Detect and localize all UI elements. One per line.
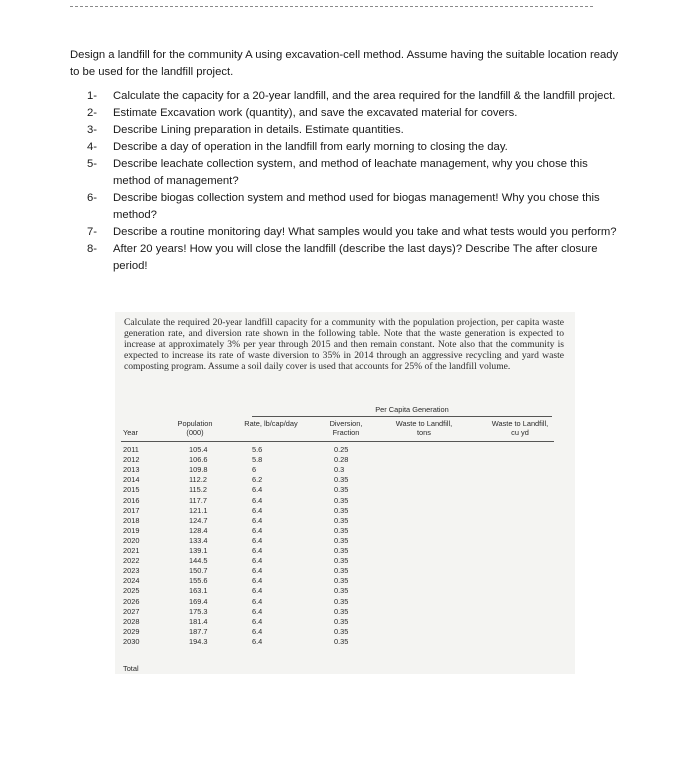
rate-cell: 6.4 <box>252 636 263 646</box>
diversion-cell: 0.35 <box>334 566 349 576</box>
header-waste-tons: Waste to Landfill, tons <box>395 419 453 437</box>
year-cell: 2013 <box>123 465 140 475</box>
assignment-intro: Design a landfill for the community A using excavation-cell method. Assume having the suitable location ready to be used for the landfill project. <box>70 49 619 78</box>
year-cell: 2017 <box>123 505 140 515</box>
rate-cell: 5.8 <box>252 455 263 465</box>
population-cell: 155.6 <box>189 576 208 586</box>
population-cell: 144.5 <box>189 556 208 566</box>
diversion-cell: 0.35 <box>334 596 349 606</box>
diversion-cell: 0.35 <box>334 606 349 616</box>
rate-cell: 6.4 <box>252 596 263 606</box>
year-cell: 2023 <box>123 566 140 576</box>
year-cell: 2025 <box>123 586 140 596</box>
task-number: 3- <box>87 124 98 136</box>
diversion-cell: 0.35 <box>334 626 349 636</box>
diversion-cell: 0.25 <box>334 445 349 454</box>
year-cell: 2019 <box>123 525 140 535</box>
population-cell: 117.7 <box>189 495 207 505</box>
task-text: Describe leachate collection system, and method of leachate management, why you chose this method of management? <box>113 158 588 187</box>
year-cell: 2026 <box>123 596 140 606</box>
rate-cell: 6.4 <box>252 515 263 525</box>
population-cell: 150.7 <box>189 566 208 576</box>
year-cell: 2021 <box>123 546 140 555</box>
population-cell: 163.1 <box>189 586 208 596</box>
year-cell: 2030 <box>123 636 140 646</box>
diversion-cell: 0.35 <box>334 556 349 566</box>
diversion-cell: 0.35 <box>334 636 349 646</box>
task-text: Describe a day of operation in the landfill from early morning to closing the day. <box>113 141 508 153</box>
year-cell: 2014 <box>123 475 140 485</box>
population-cell: 115.2 <box>189 485 207 495</box>
year-cell: 2016 <box>123 495 140 505</box>
diversion-cell: 0.35 <box>334 515 349 525</box>
header-year: Year <box>123 428 138 437</box>
year-cell: 2024 <box>123 576 140 586</box>
diversion-cell: 0.35 <box>334 475 349 485</box>
landfill-data-table <box>115 0 575 766</box>
rate-cell: 6.4 <box>252 616 263 626</box>
rate-cell: 6.4 <box>252 586 263 596</box>
diversion-cell: 0.35 <box>334 546 349 555</box>
rate-cell: 6.4 <box>252 556 263 566</box>
year-cell: 2020 <box>123 535 140 545</box>
year-cell: 2028 <box>123 616 140 626</box>
population-cell: 139.1 <box>189 546 208 555</box>
task-number: 8- <box>87 243 98 255</box>
rate-cell: 6.4 <box>252 495 263 505</box>
task-text: Estimate Excavation work (quantity), and save the excavated material for covers. <box>113 107 518 119</box>
population-cell: 194.3 <box>189 636 208 646</box>
rate-cell: 6.4 <box>252 576 263 586</box>
rate-cell: 6.4 <box>252 546 263 555</box>
year-cell: 2027 <box>123 606 140 616</box>
population-cell: 169.4 <box>189 596 208 606</box>
year-cell: 2018 <box>123 515 140 525</box>
diversion-cell: 0.35 <box>334 525 349 535</box>
task-text: After 20 years! How you will close the landfill (describe the last days)? Describe The after closure period! <box>113 243 598 272</box>
rate-cell: 6.4 <box>252 525 263 535</box>
population-cell: 124.7 <box>189 515 208 525</box>
problem-statement: Calculate the required 20-year landfill capacity for a community with the population projection, per capita waste generation rate, and diversion rate shown in the following table. Note that the waste generation is expected to increase at approximately 3% per year through 2015 and then remain constant. Note also that the community is expected to increase its rate of waste diversion to 35% in 2014 through an aggressive recycling and yard waste composting program. Assume a soil daily cover is used that accounts for 25% of the landfill volume. <box>124 317 564 373</box>
population-cell: 128.4 <box>189 525 208 535</box>
rate-cell: 6.4 <box>252 606 263 616</box>
year-cell: 2011 <box>123 445 139 454</box>
rate-cell: 6 <box>252 465 257 475</box>
task-text: Describe biogas collection system and method used for biogas management! Why you chose this method? <box>113 192 600 221</box>
diversion-cell: 0.35 <box>334 485 349 495</box>
diversion-cell: 0.35 <box>334 586 349 596</box>
task-text: Describe Lining preparation in details. Estimate quantities. <box>113 124 404 136</box>
diversion-cell: 0.35 <box>334 576 349 586</box>
header-waste-cuyd: Waste to Landfill, cu yd <box>491 419 549 437</box>
population-cell: 187.7 <box>189 626 208 636</box>
rate-cell: 6.4 <box>252 535 263 545</box>
population-cell: 105.4 <box>189 445 208 454</box>
population-cell: 181.4 <box>189 616 208 626</box>
task-number: 4- <box>87 141 98 153</box>
header-rule <box>121 441 554 442</box>
rate-cell: 6.4 <box>252 485 263 495</box>
task-number: 2- <box>87 107 98 119</box>
year-cell: 2022 <box>123 556 140 566</box>
group-header-per-capita: Per Capita Generation <box>375 405 449 414</box>
header-population: Population (000) <box>177 419 213 437</box>
year-cell: 2029 <box>123 626 140 636</box>
diversion-cell: 0.35 <box>334 616 349 626</box>
header-rate: Rate, lb/cap/day <box>244 419 298 428</box>
population-cell: 121.1 <box>189 505 208 515</box>
rate-cell: 6.4 <box>252 626 263 636</box>
task-text: Describe a routine monitoring day! What samples would you take and what tests would you perform? <box>113 226 617 238</box>
rate-cell: 6.4 <box>252 505 263 515</box>
population-cell: 112.2 <box>189 475 207 485</box>
diversion-cell: 0.3 <box>334 465 345 475</box>
rate-cell: 6.2 <box>252 475 263 485</box>
population-cell: 133.4 <box>189 535 208 545</box>
population-cell: 175.3 <box>189 606 208 616</box>
population-cell: 109.8 <box>189 465 208 475</box>
rate-cell: 6.4 <box>252 566 263 576</box>
population-cell: 106.6 <box>189 455 208 465</box>
task-number: 7- <box>87 226 98 238</box>
task-number: 6- <box>87 192 98 204</box>
year-cell: 2012 <box>123 455 140 465</box>
task-text: Calculate the capacity for a 20-year landfill, and the area required for the landfill & the landfill project. <box>113 90 616 102</box>
diversion-cell: 0.35 <box>334 535 349 545</box>
group-header-rule <box>252 416 552 417</box>
diversion-cell: 0.35 <box>334 495 349 505</box>
task-number: 1- <box>87 90 98 102</box>
diversion-cell: 0.35 <box>334 505 349 515</box>
total-label: Total <box>123 664 139 673</box>
rate-cell: 5.6 <box>252 445 263 454</box>
task-number: 5- <box>87 158 98 170</box>
diversion-cell: 0.28 <box>334 455 349 465</box>
year-cell: 2015 <box>123 485 140 495</box>
header-diversion: Diversion, Fraction <box>329 419 363 437</box>
